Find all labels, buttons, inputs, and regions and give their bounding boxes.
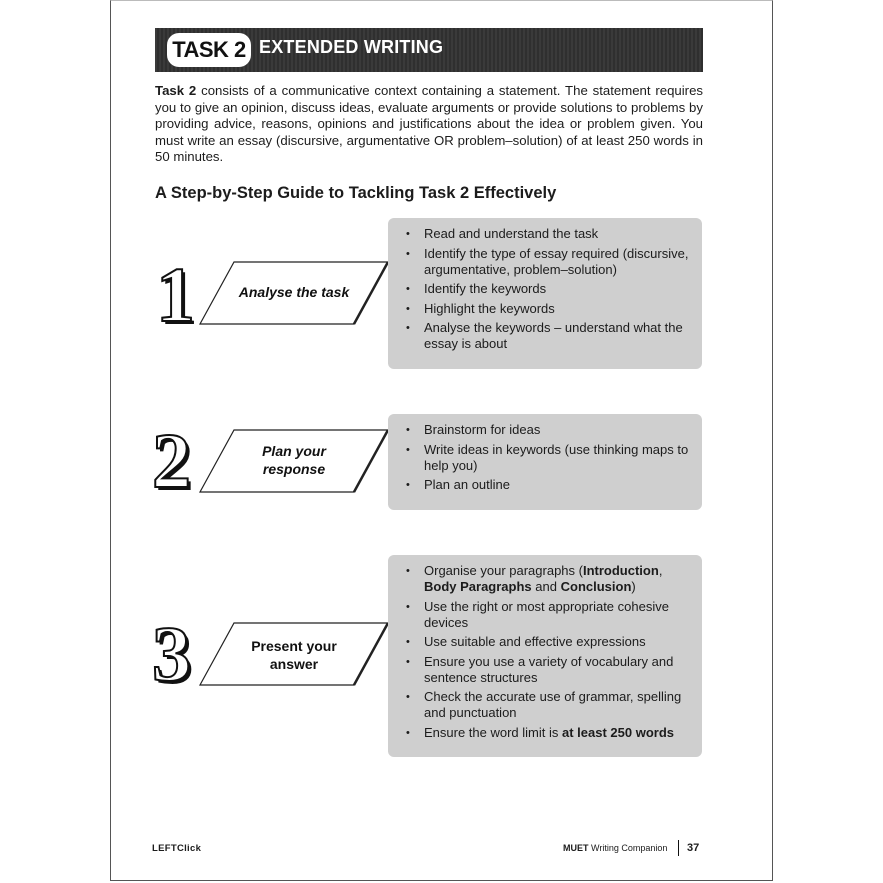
step-label-2-line2: response	[262, 461, 326, 477]
bold-text: Introduction	[582, 563, 659, 578]
step-points-box-3	[388, 555, 702, 757]
bold-text: at least 250 words	[562, 724, 675, 740]
list-item: • Use suitable and effective expressions	[406, 634, 692, 650]
step-points-box-1	[388, 218, 702, 369]
step-label-1: Analyse the task	[238, 284, 350, 300]
intro-lead: Task 2	[155, 83, 197, 98]
intro-text: consists of a communicative context containing a statement. The statement requires you to give an opinion, discuss ideas, evaluate arguments or provide solutions to problems by providing advice, reasons, opinions and justifications about the idea or problem given. You must write an essay (discursive, argumentative OR problem–solution) of at least 250 words in 50 minutes.	[155, 83, 704, 164]
task-label: TASK 2	[167, 33, 251, 67]
step-number-2: 2	[152, 417, 191, 504]
list-item: • Read and understand the task	[406, 226, 692, 242]
text-fragment: Ensure the word limit is	[424, 724, 559, 740]
step-number-1: 1	[156, 251, 195, 338]
book-title-bold: MUET	[563, 843, 589, 853]
intro-paragraph	[155, 83, 703, 166]
header-title: EXTENDED WRITING	[259, 37, 444, 57]
book-title	[563, 843, 667, 853]
step-label-box-1	[200, 262, 388, 324]
step-label-box-3	[200, 623, 388, 685]
bold-text: Conclusion	[560, 579, 632, 594]
section-heading: A Step-by-Step Guide to Tackling Task 2 Effectively	[155, 184, 557, 202]
page-number: 37	[687, 842, 700, 854]
step-label-3-line2: answer	[269, 656, 319, 672]
text-fragment: )	[631, 579, 636, 594]
step-points-box-2	[388, 414, 702, 510]
book-title-rest: Writing Companion	[591, 843, 668, 853]
publisher-logo: LEFTClick	[152, 843, 202, 854]
list-item: • Highlight the keywords	[406, 301, 692, 317]
step-label-3-line1: Present your	[251, 638, 337, 654]
list-item: • Analyse the keywords – understand what the essay is about	[406, 320, 692, 352]
step-label-box-2	[200, 430, 388, 492]
list-item: • Use the right or most appropriate cohesive devices	[406, 599, 692, 631]
list-item: • Plan an outline	[406, 477, 692, 493]
bold-text: Body Paragraphs	[424, 579, 532, 594]
list-item: • Identify the keywords	[406, 281, 692, 297]
text-fragment: and	[535, 579, 557, 594]
list-item: • Write ideas in keywords (use thinking maps to help you)	[406, 442, 692, 474]
list-item: • Ensure you use a variety of vocabulary and sentence structures	[406, 654, 692, 686]
list-item: • Check the accurate use of grammar, spelling and punctuation	[406, 689, 692, 721]
list-item: • Identify the type of essay required (discursive, argumentative, problem–solution)	[406, 246, 692, 278]
list-item	[406, 563, 692, 595]
text-fragment: ,	[658, 563, 663, 578]
step-number-3: 3	[152, 610, 191, 697]
list-item: • Brainstorm for ideas	[406, 422, 692, 438]
step-label-2-line1: Plan your	[262, 443, 326, 459]
text-fragment: Organise your paragraphs (	[424, 563, 583, 578]
footer-divider	[678, 840, 679, 856]
list-item	[406, 725, 692, 741]
